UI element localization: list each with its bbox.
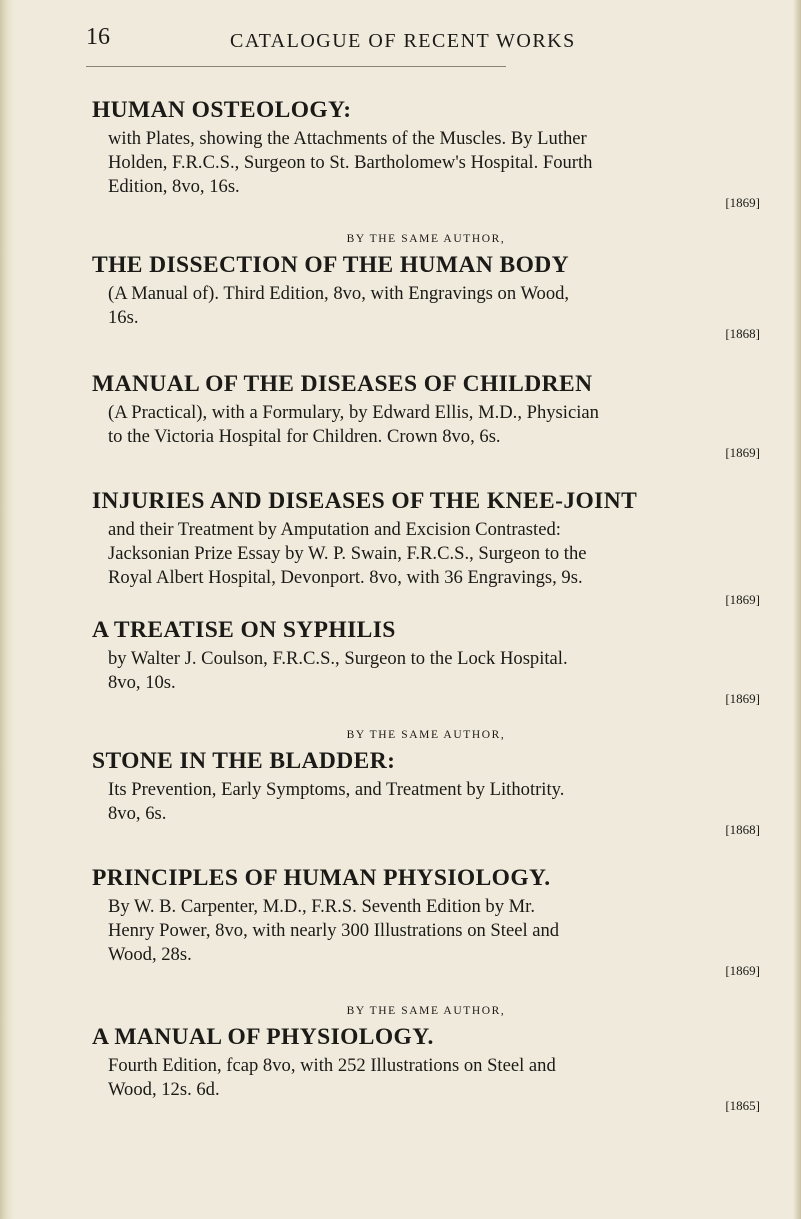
entry-title: PRINCIPLES OF HUMAN PHYSIOLOGY. <box>92 865 551 891</box>
catalogue-entry <box>92 864 760 979</box>
entry-line: Henry Power, 8vo, with nearly 300 Illustrations on Steel and <box>108 920 560 941</box>
entry-description <box>108 778 760 838</box>
page-number: 16 <box>86 24 110 50</box>
publication-year: [1869] <box>725 195 760 210</box>
publication-year: [1869] <box>725 963 760 978</box>
catalogue-entry <box>92 729 760 838</box>
publication-year: [1868] <box>725 326 760 341</box>
entry-description <box>108 518 760 608</box>
page-right-edge <box>793 0 801 1219</box>
entry-description <box>108 1054 760 1114</box>
entry-title: HUMAN OSTEOLOGY: <box>92 97 352 123</box>
entry-line: 8vo, 6s. <box>108 803 167 824</box>
publication-year: [1869] <box>725 592 760 607</box>
entry-line: Its Prevention, Early Symptoms, and Treatment by Lithotrity. <box>108 779 565 800</box>
entry-line: by Walter J. Coulson, F.R.C.S., Surgeon to the Lock Hospital. <box>108 648 568 669</box>
entry-line: Jacksonian Prize Essay by W. P. Swain, F.R.C.S., Surgeon to the <box>108 543 587 564</box>
entry-line: Wood, 12s. 6d. <box>108 1079 220 1100</box>
by-same-author-note: BY THE SAME AUTHOR, <box>346 233 506 245</box>
entry-title: A MANUAL OF PHYSIOLOGY. <box>92 1024 434 1050</box>
publication-year: [1865] <box>725 1098 760 1113</box>
entry-title: THE DISSECTION OF THE HUMAN BODY <box>92 252 570 278</box>
catalogue-entry <box>92 616 760 707</box>
entry-line: (A Manual of). Third Edition, 8vo, with Engravings on Wood, <box>108 283 570 304</box>
entry-line: (A Practical), with a Formulary, by Edward Ellis, M.D., Physician <box>108 402 599 423</box>
entry-title: A TREATISE ON SYPHILIS <box>92 617 396 643</box>
catalogue-entry <box>92 370 760 461</box>
entry-description <box>108 895 760 979</box>
page-binding-edge <box>0 0 14 1219</box>
entry-line: Wood, 28s. <box>108 944 192 965</box>
entry-line: 16s. <box>108 307 139 328</box>
page-header <box>86 24 741 60</box>
running-title: CATALOGUE OF RECENT WORKS <box>230 30 576 52</box>
entry-description <box>108 127 760 211</box>
publication-year: [1869] <box>725 445 760 460</box>
entry-description <box>108 282 760 342</box>
header-rule <box>86 66 506 67</box>
catalogue-entry <box>92 1005 760 1114</box>
entry-line: Fourth Edition, fcap 8vo, with 252 Illustrations on Steel and <box>108 1055 556 1076</box>
entry-description <box>108 647 760 707</box>
entry-title: INJURIES AND DISEASES OF THE KNEE-JOINT <box>92 488 638 514</box>
entry-title: STONE IN THE BLADDER: <box>92 748 396 774</box>
entry-line: Holden, F.R.C.S., Surgeon to St. Bartholomew's Hospital. Fourth <box>108 152 593 173</box>
entry-line: and their Treatment by Amputation and Excision Contrasted: <box>108 519 561 540</box>
entry-description <box>108 401 760 461</box>
catalogue-entry <box>92 233 760 342</box>
entry-line: to the Victoria Hospital for Children. Crown 8vo, 6s. <box>108 426 501 447</box>
entry-line: 8vo, 10s. <box>108 672 176 693</box>
catalogue-entries <box>92 96 760 1114</box>
entry-line: with Plates, showing the Attachments of the Muscles. By Luther <box>108 128 587 149</box>
catalogue-entry <box>92 96 760 211</box>
entry-line: Royal Albert Hospital, Devonport. 8vo, with 36 Engravings, 9s. <box>108 567 583 588</box>
entry-line: Edition, 8vo, 16s. <box>108 176 240 197</box>
publication-year: [1869] <box>725 691 760 706</box>
catalogue-entry <box>92 487 760 608</box>
publication-year: [1868] <box>725 822 760 837</box>
entry-title: MANUAL OF THE DISEASES OF CHILDREN <box>92 371 593 397</box>
by-same-author-note: BY THE SAME AUTHOR, <box>346 729 506 741</box>
by-same-author-note: BY THE SAME AUTHOR, <box>346 1005 506 1017</box>
entry-line: By W. B. Carpenter, M.D., F.R.S. Seventh Edition by Mr. <box>108 896 535 917</box>
